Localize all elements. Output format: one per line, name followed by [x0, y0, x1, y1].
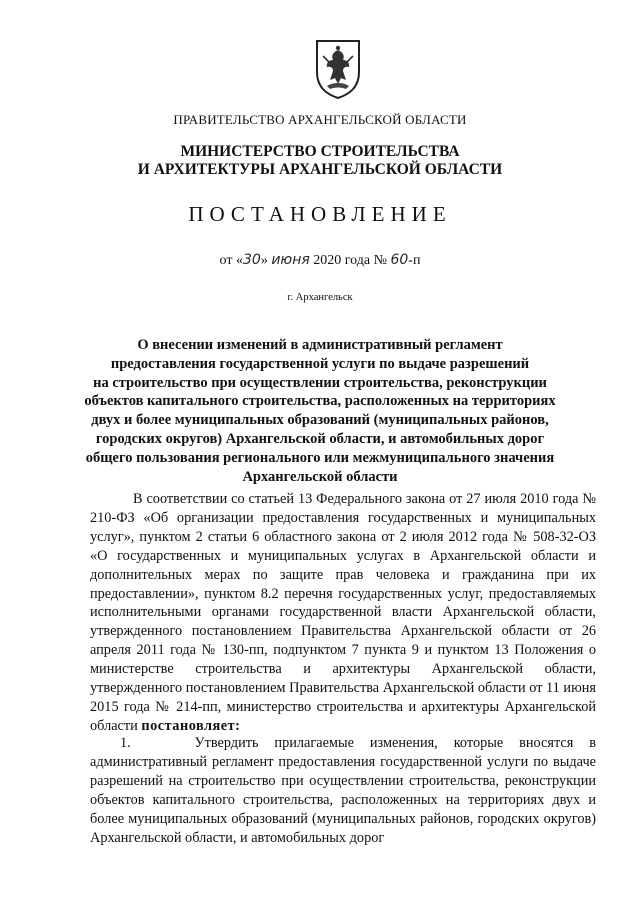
ministry-name-line-2: И АРХИТЕКТУРЫ АРХАНГЕЛЬСКОЙ ОБЛАСТИ: [137, 161, 503, 178]
title-line: на строительство при осуществлении строительства, реконструкции: [93, 374, 547, 391]
ministry-name-line-1: МИНИСТЕРСТВО СТРОИТЕЛЬСТВА: [180, 143, 460, 160]
number-suffix: -п: [408, 253, 421, 268]
government-name: ПРАВИТЕЛЬСТВО АРХАНГЕЛЬСКОЙ ОБЛАСТИ: [173, 112, 467, 127]
date-middle-1: »: [260, 253, 272, 268]
title-line: городских округов) Архангельской области, и автомобильных дорог: [95, 430, 545, 447]
document-type: ПОСТАНОВЛЕНИЕ: [188, 202, 452, 226]
title-line: двух и более муниципальных образований (муниципальных районов,: [91, 412, 549, 429]
title-line: общего пользования регионального или межмуниципального значения: [85, 449, 555, 466]
date-and-number-line: [0, 252, 640, 269]
title-line: Архангельской области: [242, 468, 398, 485]
title-line: объектов капитального строительства, расположенных на территориях: [84, 393, 556, 410]
date-prefix: от «: [219, 253, 243, 268]
date-middle-2: 2020 года №: [309, 253, 391, 268]
handwritten-month: июня: [271, 252, 310, 268]
document-title: [0, 336, 640, 486]
title-line: предоставления государственной услуги по выдаче разрешений: [110, 355, 530, 372]
handwritten-day: 30: [242, 252, 261, 268]
title-line: О внесении изменений в административный регламент: [137, 337, 503, 353]
ministry-name: [0, 143, 640, 179]
preamble-text: В соответствии со статьей 13 Федерального закона от 27 июля 2010 года № 210-ФЗ «Об организации предоставления государственных и муниципальных услуг», пунктом 2 статьи 6 областного закона от 2 июля 2012 года № 508-32-ОЗ «О государственных и муниципальных услугах в Архангельской области и дополнительных мерах по защите прав человека и гражданина при их предоставлении», пунктом 8.2 перечня государственных услуг, предоставляемых исполнительными органами государственной власти Архангельской области, утвержденного постановлением Правительства Архангельской области от 26 апреля 2011 года № 130-пп, подпунктом 7 пункта 9 и пунктом 13 Положения о министерстве строительства и архитектуры Архангельской области, утвержденного постановлением Правительства Архангельской области от 11 июня 2015 года № 214-пп, министерство строительства и архитектуры Архангельской области: [90, 491, 596, 734]
preamble-paragraph: [90, 490, 596, 736]
clause-1-paragraph: 1. Утвердить прилагаемые изменения, которые вносятся в административный регламент предоставления государственной услуги по выдаче разрешений на строительство при осуществлении строительства, реконструкции объектов капитального строительства, расположенных на территориях двух и более муниципальных образований (муниципальных районов, городских округов) Архангельской области, и автомобильных дорог: [90, 735, 596, 846]
resolution-verb: постановляет:: [141, 717, 241, 734]
coat-of-arms-emblem: [313, 38, 363, 100]
city-name: г. Архангельск: [287, 292, 353, 303]
handwritten-number: 60: [390, 252, 409, 268]
